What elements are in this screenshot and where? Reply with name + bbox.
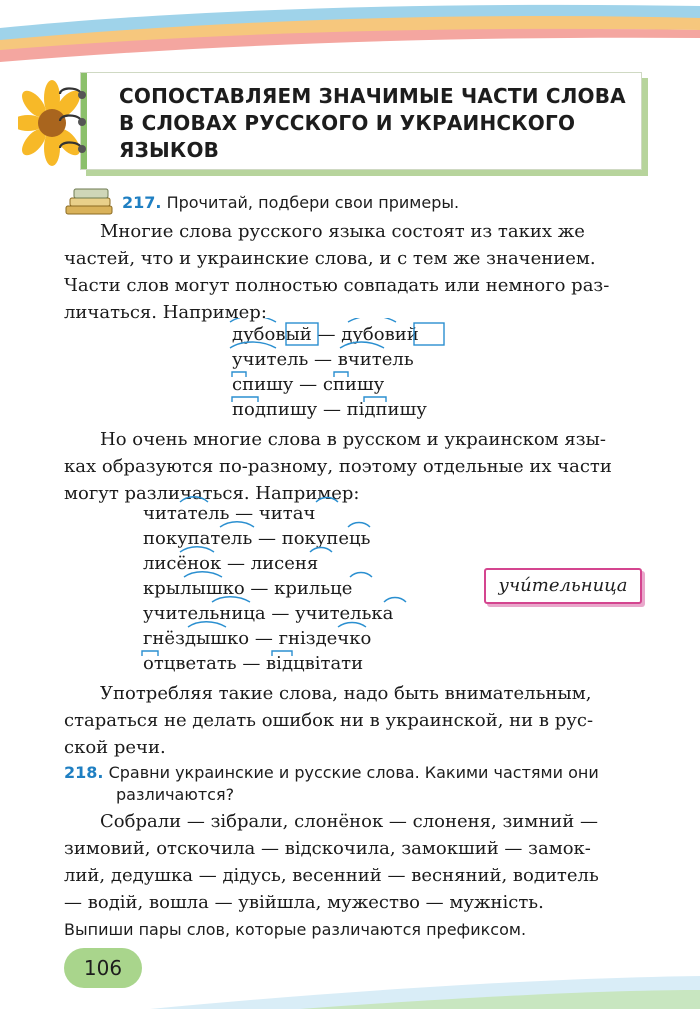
page-number: 106	[64, 948, 142, 988]
text-line: ках образуются по-разному, поэтому отдельные их части	[64, 456, 612, 477]
title-line: ЯЗЫКОВ	[119, 138, 220, 162]
example-pair: спишу — спишу	[232, 374, 385, 395]
text-line: — водій, вошла — увійшла, мужество — мужність.	[64, 892, 544, 913]
paragraph-3	[64, 680, 644, 761]
text-line: стараться не делать ошибок ни в украинской, ни в рус-	[64, 710, 594, 731]
spiral-ring-icon	[58, 86, 88, 102]
text-line: Части слов могут полностью совпадать или немного раз-	[64, 275, 610, 296]
task-instruction: Прочитай, подбери свои примеры.	[166, 193, 460, 212]
text-line: лий, дедушка — дідусь, весенний — весняний, водитель	[64, 865, 599, 886]
text-line: частей, что и украинские слова, и с тем же значением.	[64, 248, 596, 269]
text-line: зимовий, отскочила — відскочила, замокший — замок-	[64, 838, 591, 859]
text-line: ской речи.	[64, 737, 166, 758]
example-pair: учитель — вчитель	[232, 349, 414, 370]
paragraph-2	[64, 426, 644, 507]
example-pair: крылышко — крильце	[143, 578, 353, 599]
example-pair: подпишу — підпишу	[232, 399, 427, 420]
task-number: 217.	[122, 193, 162, 212]
books-icon	[62, 186, 118, 216]
section-title-box	[80, 72, 642, 170]
text-line: Но очень многие слова в русском и украинском язы-	[100, 429, 606, 450]
example-pair: отцветать — відцвітати	[143, 653, 364, 674]
example-pair: учительница — учителька	[143, 603, 394, 624]
word-card: учи́тельница	[484, 568, 642, 604]
section-title	[119, 83, 629, 164]
text-line: личаться. Например:	[64, 302, 267, 323]
text-line: могут различаться. Например:	[64, 483, 360, 504]
text-line: Употребляя такие слова, надо быть внимательным,	[100, 683, 592, 704]
final-instruction: Выпиши пары слов, которые различаются префиксом.	[64, 920, 527, 939]
example-pair: дубовый — дубовий	[232, 324, 419, 345]
header-stripes	[0, 0, 700, 70]
text-line: Собрали — зібрали, слонёнок — слоненя, зимний —	[100, 811, 598, 832]
task-instruction: различаются?	[116, 785, 235, 804]
paragraph-4	[64, 808, 644, 916]
example-pair: лисёнок — лисеня	[143, 553, 319, 574]
task-number: 218.	[64, 763, 104, 782]
title-line: В СЛОВАХ РУССКОГО И УКРАИНСКОГО	[119, 111, 576, 135]
task-218	[64, 762, 644, 806]
task-217	[122, 193, 459, 212]
title-line: СОПОСТАВЛЯЕМ ЗНАЧИМЫЕ ЧАСТИ СЛОВА	[119, 84, 626, 108]
text-line: Многие слова русского языка состоят из таких же	[100, 221, 585, 242]
example-pair: гнёздышко — гніздечко	[143, 628, 372, 649]
example-pair: покупатель — покупець	[143, 528, 371, 549]
spiral-ring-icon	[58, 113, 88, 129]
paragraph-1	[64, 218, 644, 326]
example-pair: читатель — читач	[143, 503, 316, 524]
task-instruction: Сравни украинские и русские слова. Какими частями они	[108, 763, 599, 782]
spiral-ring-icon	[58, 140, 88, 156]
